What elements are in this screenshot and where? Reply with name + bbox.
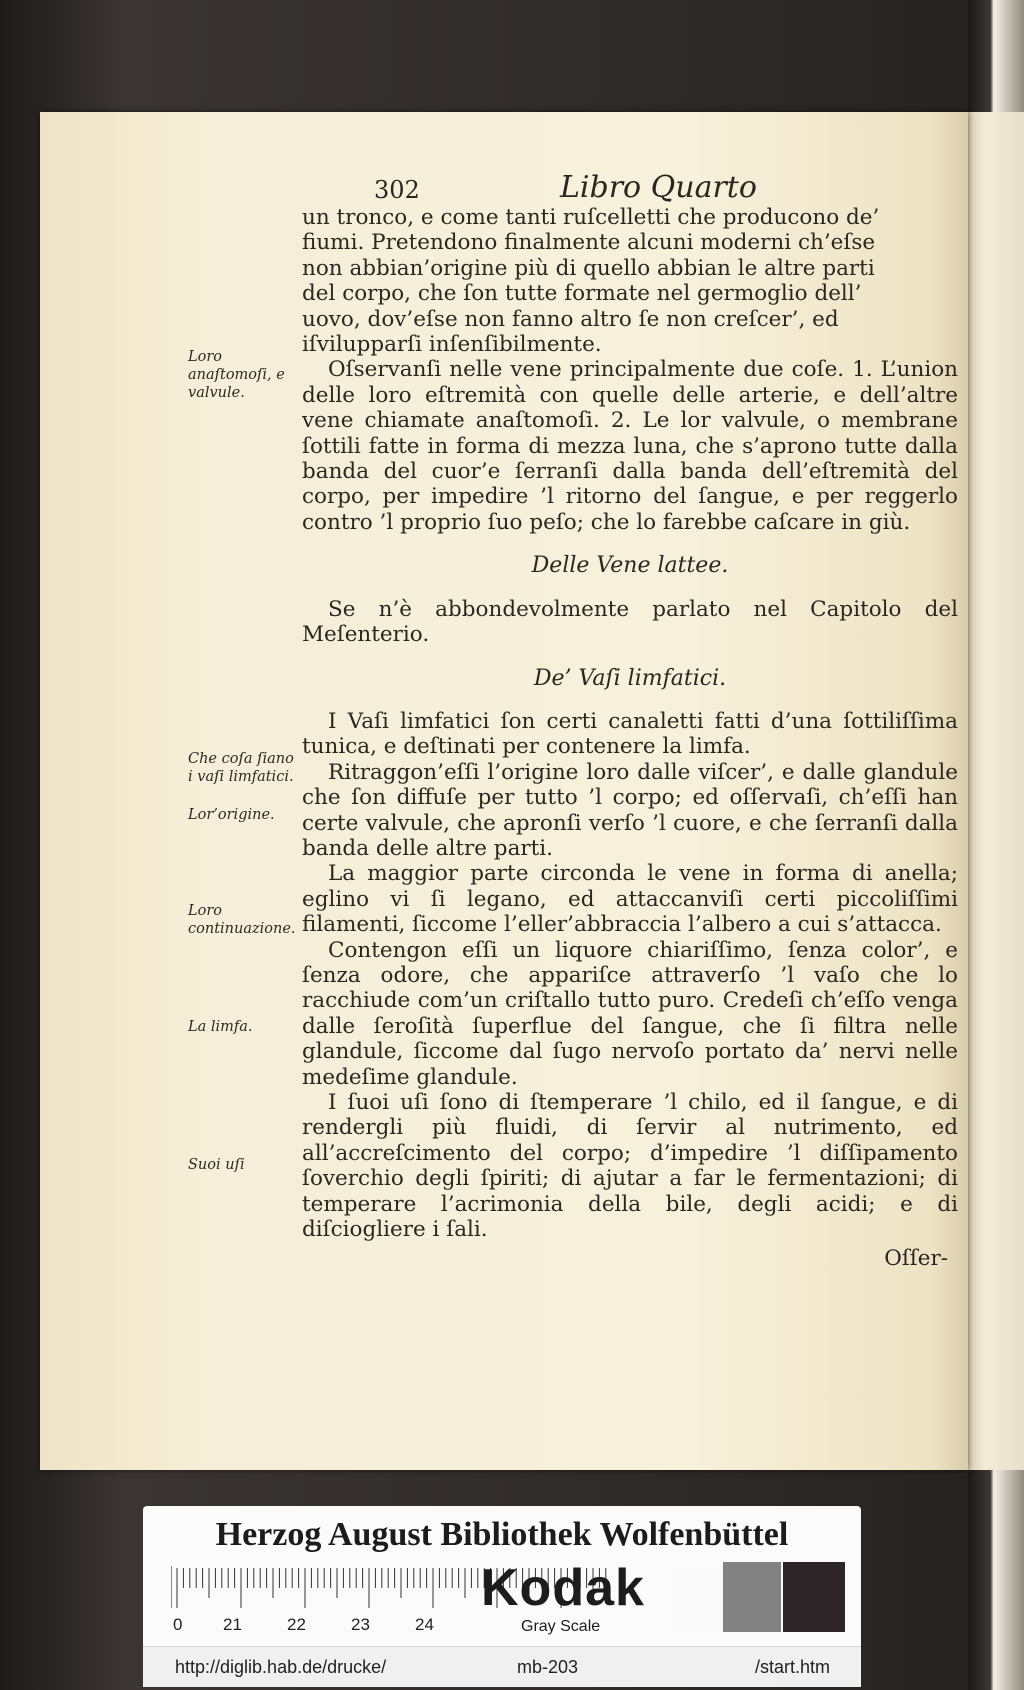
intro-line: uovo, dov’eſse non fanno altro ſe non creſcer’, ed (302, 306, 839, 332)
margin-note-cosa: Che coſa ſiano i vaſi limfatici. (188, 751, 294, 785)
catchword: Oſſer- (884, 1246, 948, 1272)
gray-scale-patch-mid (723, 1562, 781, 1632)
intro-line: del corpo, che ſon tutte formate nel germoglio dell’ (302, 281, 862, 307)
paragraph-usi: I ſuoi uſi ſono di ſtemperare ’l chilo, ed il ſangue, e di rendergli più fluidi, di ſervir al nutrimento, ed all’accreſcimento del corpo; d’impedire ’l diſſipamento ſoverchio degli ſpiriti; di ajutar a far le fermentazioni; di temperare l’acrimonia della bile, degli acidi; e di diſciogliere i ſali. (302, 1090, 958, 1243)
margin-note-usi: Suoi uſi (188, 1157, 245, 1173)
url-tail: /start.htm (755, 1657, 831, 1677)
ruler-label: 21 (223, 1615, 242, 1634)
gray-scale-patch-dark (783, 1562, 845, 1632)
library-name: Herzog August Bibliothek Wolfenbüttel (215, 1516, 789, 1553)
main-text (302, 205, 958, 1272)
margin-note-anastomosi: Loro anaſtomoſi, e valvule. (188, 349, 285, 401)
ruler-label: 0 (173, 1615, 183, 1634)
paragraph-lattee: Se n’è abbondevolmente parlato nel Capitolo del Meſenterio. (302, 596, 958, 648)
margin-note-continuazione: Loro continuazione. (188, 903, 296, 937)
ruler-label: 24 (415, 1615, 434, 1634)
running-head (374, 170, 934, 210)
url-document-id: mb-203 (517, 1657, 579, 1677)
intro-line: non abbian’origine più di quello abbian le altre parti (302, 255, 875, 281)
paragraph-limfa: Contengon eſſi un liquore chiariſſimo, ſenza color’, e ſenza odore, che appariſce attraverſo ’l vaſo che lo racchiude com’un criſtallo tutto puro. Credeſi ch’eſſo venga dalle ſeroſità ſuperflue del ſangue, che ſi filtra nelle glandule, ſiccome dal ſugo nervoſo portato da’ nervi nelle medeſime glandule. (302, 937, 958, 1090)
heading-vene-lattee: Delle Vene lattee. (531, 553, 729, 579)
heading-vasi-limfatici: De’ Vaſi limfatici. (533, 665, 727, 691)
paragraph-origine: Ritraggon’eſſi l’origine loro dalle viſcer’, e dalle glandule che ſon diffuſe per tutto ’l corpo; ed oſſervaſi, ch’eſſi han certe valvule, che apronſi verſo ’l cuore, e che ſerranſi dalla banda delle altre parti. (302, 759, 958, 861)
url-base: http://diglib.hab.de/drucke/ (175, 1657, 387, 1677)
kodak-logo: Kodak (481, 1559, 645, 1617)
gray-scale-label: Gray Scale (521, 1618, 601, 1635)
paragraph-continuazione: La maggior parte circonda le vene in forma di anella; eglino vi ſi legano, ed attaccanviſi certi piccoliſſimi filamenti, ſiccome l’eller’abbraccia l’albero a cui s’attacca. (302, 861, 958, 938)
url-bar (143, 1646, 861, 1687)
ruler-label: 23 (351, 1615, 370, 1634)
paragraph-vasi: I Vaſi limfatici ſon certi canaletti fatti d’una ſottiliſſima tunica, e deſtinati per contenere la limfa. (302, 708, 958, 760)
intro-line: un tronco, e come tanti ruſcelletti che producono de’ (302, 205, 880, 230)
page-number: 302 (374, 176, 420, 204)
intro-line: fiumi. Pretendono finalmente alcuni moderni ch’eſse (302, 230, 876, 256)
intro-line: iſvilupparſi inſenſibilmente. (302, 332, 602, 358)
next-page-edge (968, 112, 1024, 1470)
paragraph-anastomosi: Oſservanſi nelle vene principalmente due coſe. 1. L’union delle loro eſtremità con quelle delle arterie, e dell’altre vene chiamate anaſtomoſi. 2. Le lor valvule, o membrane ſottili fatte in forma di mezza luna, che s’aprono tutte dalla banda del cuor’e ſerranſi dalla banda dell’eſtremità del corpo, per impedire ’l ritorno del ſangue, e per reggerlo contro ’l proprio ſuo peſo; che lo farebbe caſcare in giù. (302, 357, 958, 535)
ruler-label: 22 (287, 1615, 306, 1634)
book-page (40, 112, 968, 1470)
running-title: Libro Quarto (560, 170, 757, 205)
margin-note-limfa: La limfa. (188, 1019, 253, 1035)
margin-note-origine: Lor’origine. (188, 807, 275, 823)
library-plate (143, 1506, 861, 1686)
